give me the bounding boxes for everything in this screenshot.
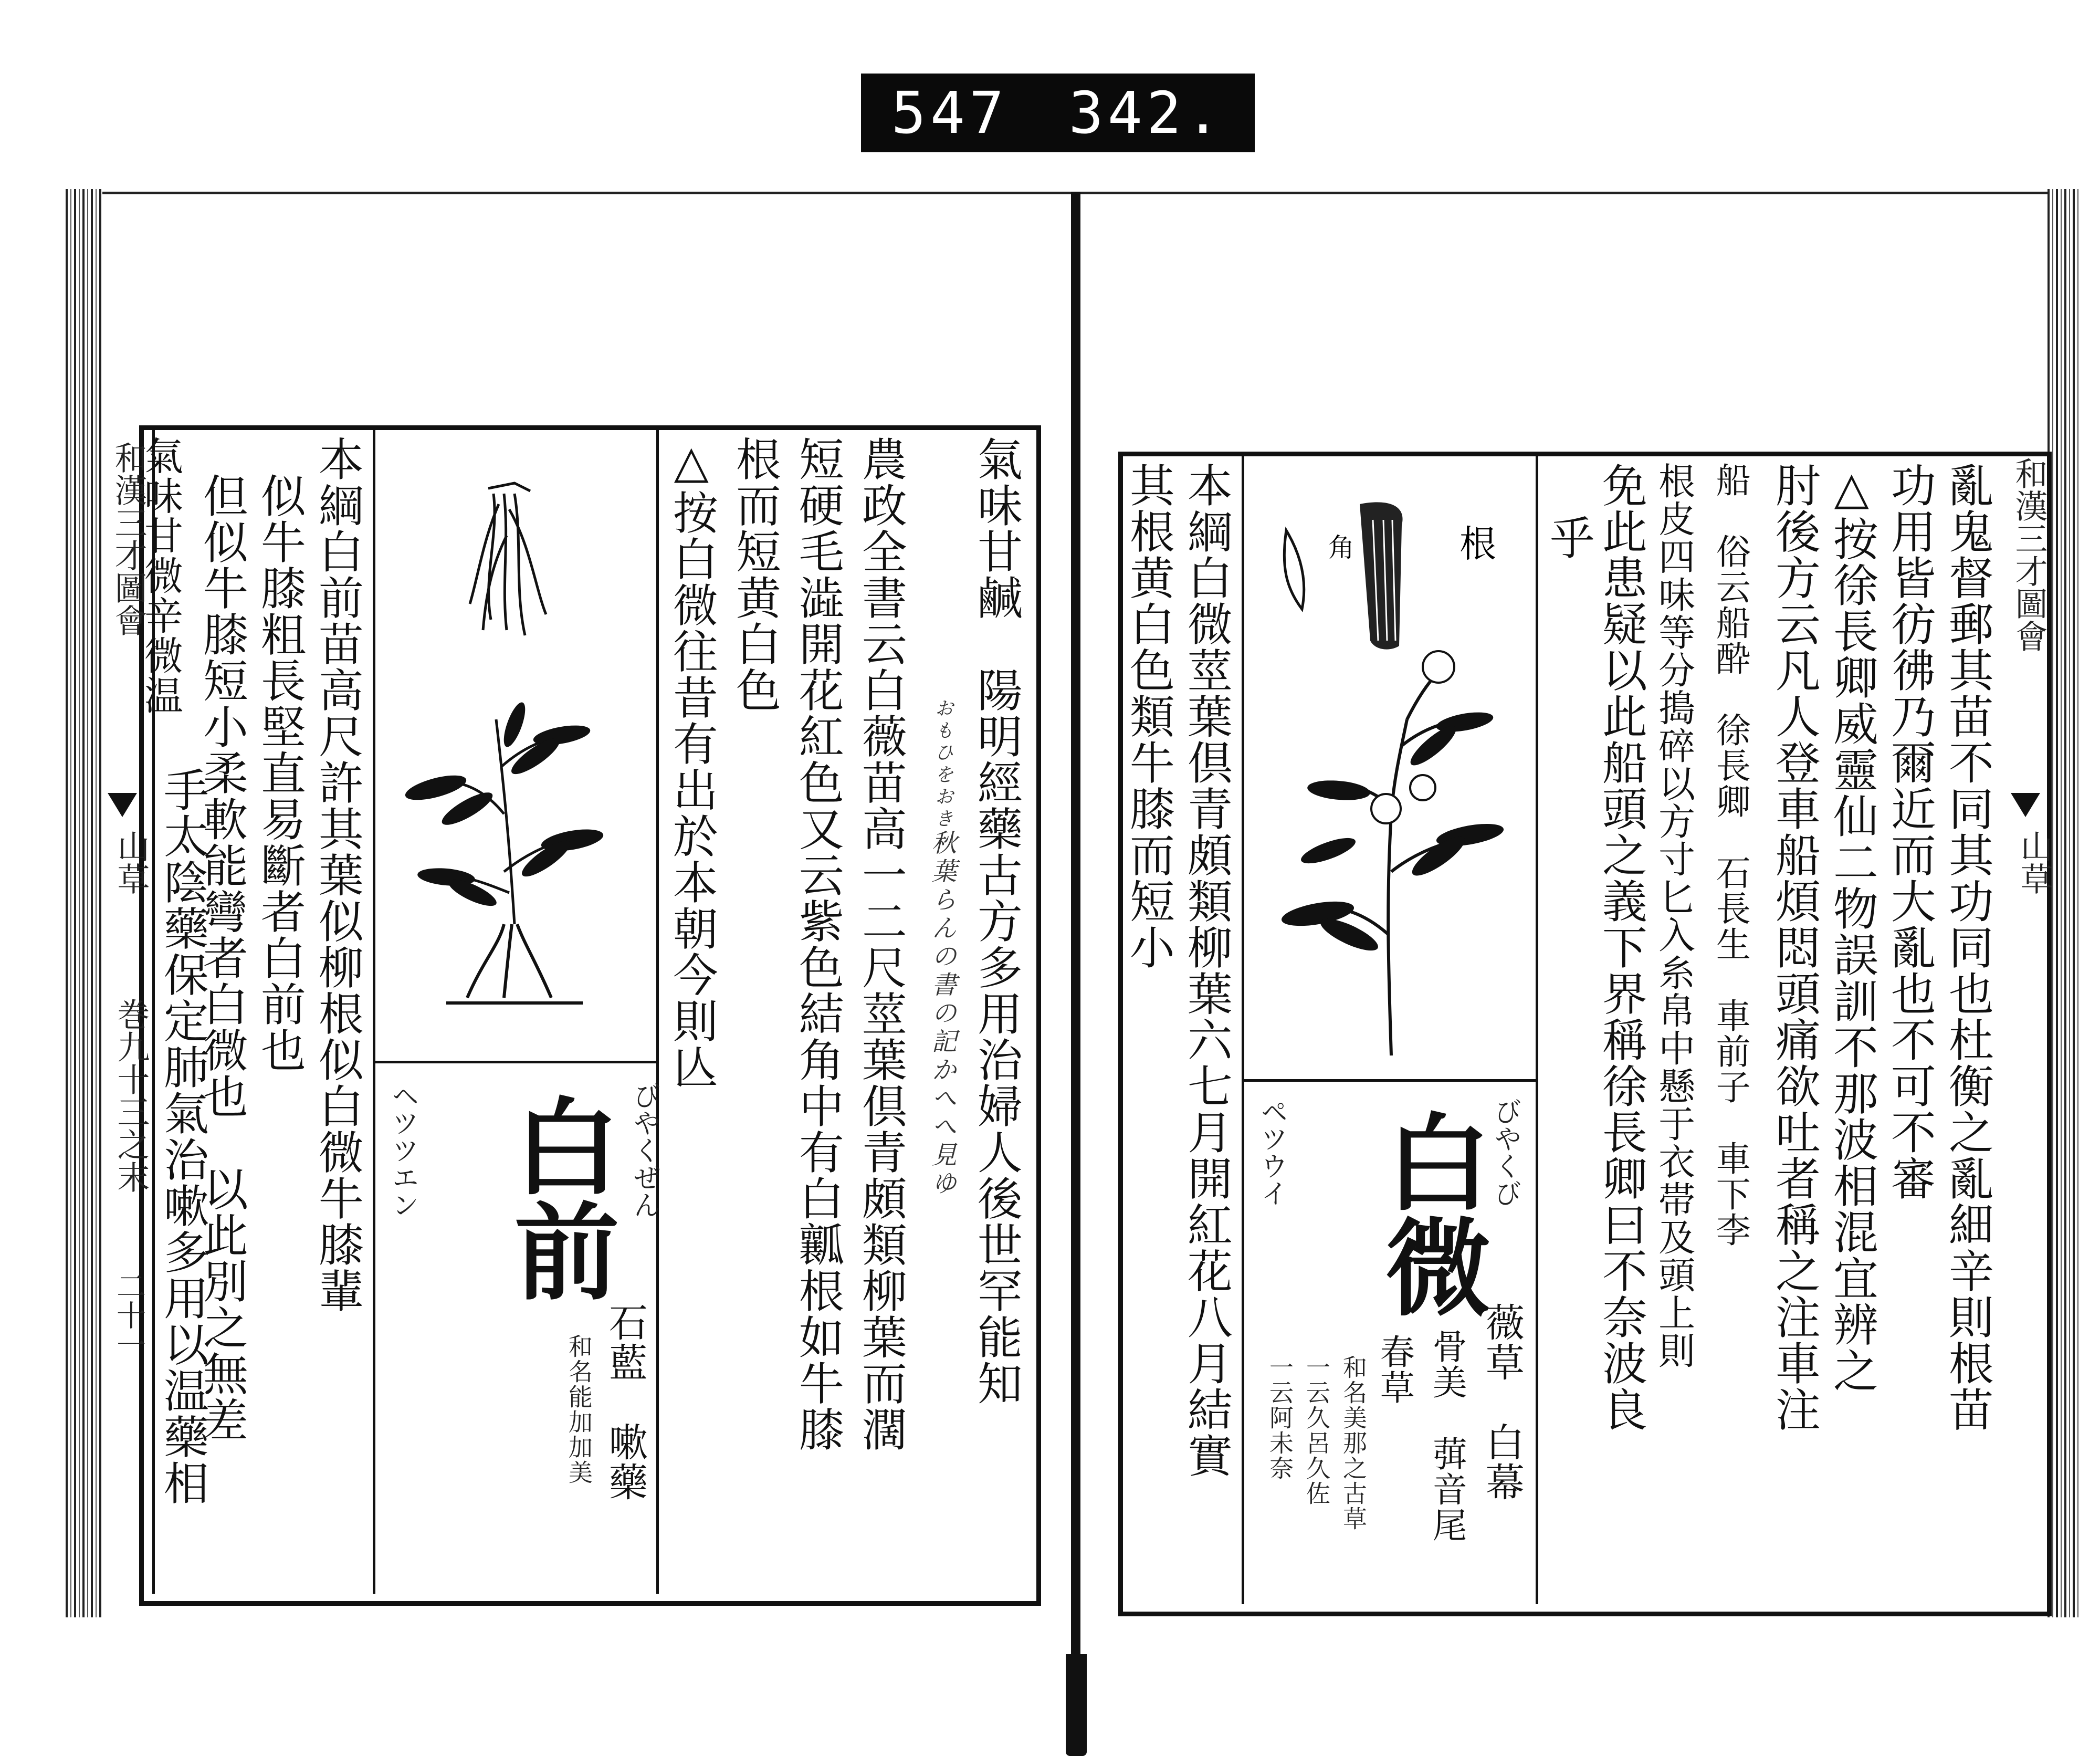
baiwei-title: 白微 — [1368, 1108, 1492, 1318]
left-margin-section: 山草 — [112, 830, 150, 895]
baiwei-desc-2: 其根黄白色類牛膝而短小 — [1121, 462, 1174, 970]
baiqian-kana: びやくぜん — [628, 1082, 660, 1218]
right-divider-2 — [1536, 454, 1538, 1604]
right-divider-1 — [1242, 454, 1244, 1604]
baiqian-text-1: 氣味甘鹹 陽明經藥古方多用治婦人後世罕能知 — [969, 436, 1022, 1406]
baiwei-text-5: 船 俗云船酔 徐長卿 石長生 車前子 車下李 — [1710, 462, 1751, 1248]
baiwei-text-8: 乎 — [1541, 515, 1594, 561]
baiwei-jp-name-3: 一云阿未奈 — [1266, 1355, 1294, 1481]
baiwei-text-6: 根皮四味等分搗碎以方寸匕入糸帛中懸于衣帯及頭上則 — [1652, 462, 1696, 1370]
archive-id-label — [861, 74, 1255, 152]
baiqian-note-1: 本綱白前苗高尺許其葉似柳根似白微牛膝輩 — [310, 436, 363, 1314]
book-edge-left — [66, 189, 102, 1617]
archive-id-right: 342. — [1068, 79, 1225, 147]
left-divider-2 — [656, 428, 659, 1594]
baiqian-text-4: 根而短黄白色 — [728, 436, 781, 713]
bookmark-ribbon — [1066, 1654, 1087, 1756]
baiqian-title: 白前 — [497, 1092, 620, 1302]
baiqian-text-3: 短硬毛澁開花紅色又云紫色結角中有白瓤根如牛膝 — [791, 436, 844, 1452]
baiqian-side-kana: ヘツツエン — [387, 1082, 418, 1218]
baiqian-japanese-name: 和名能加加美 — [565, 1334, 593, 1485]
baiqian-note-2: 似牛膝粗長堅直易斷者白前也 — [253, 473, 306, 1073]
baiqian-note-5: 手太陰藥保定肺氣治嗽多用以温藥相 — [155, 767, 208, 1506]
baiwei-text-1: 亂鬼督郵其苗不同其功同也杜衡之亂細辛則根苗 — [1940, 462, 1993, 1433]
left-margin-volume: 巻九十三之末 — [112, 998, 150, 1193]
baiwei-jp-name-1: 和名美那之古草 — [1339, 1355, 1368, 1531]
left-illus-bottom — [374, 1061, 657, 1063]
baiwei-desc-1: 本綱白微莖葉倶青頗類柳葉六七月開紅花八月結實 — [1179, 462, 1232, 1479]
left-divider-1 — [373, 428, 375, 1594]
baiwei-synonym-1: 薇草 白幕 — [1479, 1302, 1525, 1502]
baiwei-text-3: △按徐長卿威靈仙二物誤訓不那波相混宜辨之 — [1825, 462, 1878, 1394]
baiwei-plant-illustration — [1250, 473, 1533, 1071]
baiqian-synonym: 石藍 嗽藥 — [602, 1302, 648, 1502]
horn-label: 角 — [1328, 532, 1354, 563]
left-margin-mark — [108, 793, 137, 817]
right-illus-bottom — [1243, 1079, 1537, 1082]
baiwei-side-kana: ペツウイ — [1256, 1098, 1287, 1207]
right-margin-mark — [2011, 793, 2040, 817]
gutter — [1071, 192, 1080, 1715]
baiwei-text-4: 肘後方云凡人登車船煩悶頭痛欲吐者稱之注車注 — [1767, 462, 1820, 1433]
baiwei-jp-name-2: 一云久呂久佐 — [1303, 1355, 1331, 1506]
baiqian-text-5: △按白微往昔有出於本朝今則亾 — [665, 436, 718, 1090]
left-margin-title: 和漢三才圖會 — [109, 441, 148, 636]
baiwei-text-7: 免此患疑以此船頭之義下界稱徐長卿曰不奈波良 — [1594, 462, 1647, 1433]
left-margin-page: 二十一 — [112, 1271, 146, 1359]
archive-id-left: 547 — [891, 79, 1009, 147]
baiqian-note-4: 氣味甘微辛微温 — [138, 436, 183, 715]
baiwei-text-2: 功用皆彷彿乃爾近而大亂也不可不審 — [1883, 462, 1936, 1201]
baiqian-text-2: 農政全書云白薇苗高一二尺莖葉倶青頗類柳葉而濶 — [854, 436, 907, 1452]
handwritten-note-1: 秋葉らんの書の記かへへ見ゆ — [927, 830, 957, 1198]
right-margin-section: 山草 — [2015, 830, 2053, 895]
baiwei-kana: びやくび — [1489, 1098, 1521, 1207]
right-margin-title: 和漢三才圖會 — [2010, 457, 2048, 652]
handwritten-note-2: おもひをおき — [932, 698, 953, 831]
baiwei-synonym-2: 骨美 葞音尾 — [1426, 1329, 1467, 1543]
root-label: 根 — [1460, 522, 1496, 566]
baiwei-synonym-3: 春草 — [1374, 1334, 1415, 1405]
baiqian-note-3: 但似牛膝短小柔軟能彎者白微也 以此別之無差 — [195, 473, 248, 1443]
baiqian-plant-illustration — [378, 473, 651, 1055]
